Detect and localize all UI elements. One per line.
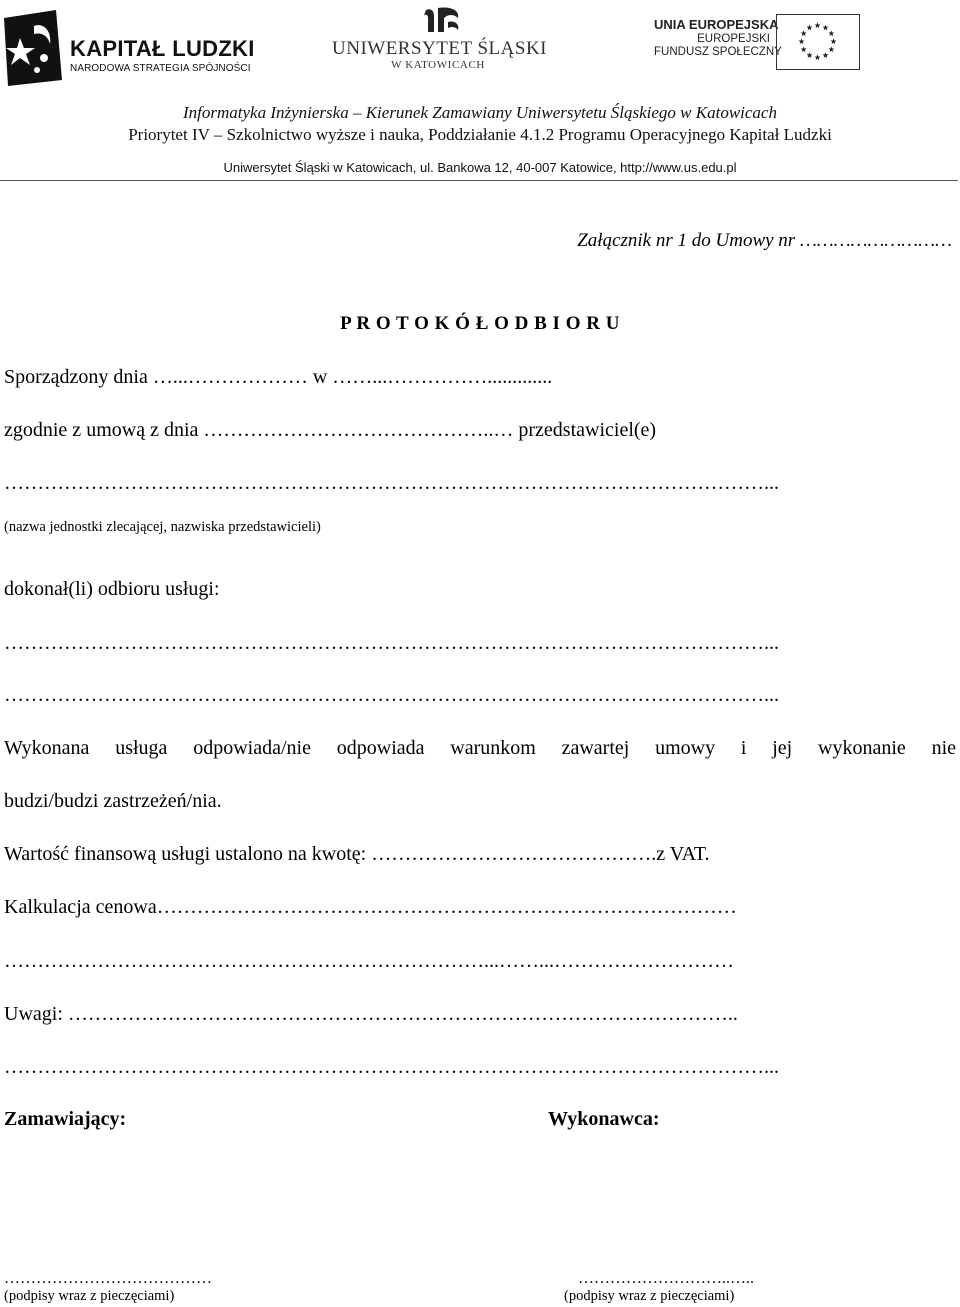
eu-star-icon <box>801 46 807 52</box>
line-wartosc: Wartość finansową usługi ustalono na kwotę: …………………………………….z VAT. <box>4 843 710 865</box>
line-dots-3: ……………………………………………………………………………………………………... <box>4 684 779 706</box>
header-program-line: Informatyka Inżynierska – Kierunek Zamawiany Uniwersytetu Śląskiego w Katowicach <box>183 103 777 122</box>
eu-star-icon <box>822 24 828 30</box>
document-title: P R O T O K Ó Ł O D B I O R U <box>340 313 620 334</box>
line-wykonana-2: budzi/budzi zastrzeżeń/nia. <box>4 790 222 812</box>
header-address-line: Uniwersytet Śląski w Katowicach, ul. Bankowa 12, 40-007 Katowice, http://www.us.edu.pl <box>223 160 737 175</box>
line-sporzadzony: Sporządzony dnia …...……………… w ……...……………............. <box>4 366 553 388</box>
uniwersytet-emblem-icon <box>420 6 464 36</box>
line-dots-2: ……………………………………………………………………………………………………... <box>4 632 779 654</box>
kapital-ludzki-subtitle: NARODOWA STRATEGIA SPÓJNOŚCI <box>70 63 251 74</box>
eu-star-icon <box>830 38 836 44</box>
ue-line2: EUROPEJSKI <box>697 33 770 45</box>
line-dots-4: ………………………………………………………………...……...……………………… <box>4 950 734 972</box>
uniwersytet-subtitle: W KATOWICACH <box>391 59 485 71</box>
eu-star-icon <box>801 30 807 36</box>
attachment-label: Załącznik nr 1 do Umowy nr ……………………… <box>577 230 952 251</box>
note-jednostka: (nazwa jednostki zlecającej, nazwiska przedstawicieli) <box>4 519 321 535</box>
wykonawca-label: Wykonawca: <box>548 1108 660 1130</box>
eu-star-icon <box>806 52 812 58</box>
signature-left-dots: ………………………………… <box>4 1270 212 1287</box>
zamawiajacy-label: Zamawiający: <box>4 1108 127 1130</box>
eu-star-icon <box>806 24 812 30</box>
line-dots-5: ……………………………………………………………………………………………………... <box>4 1056 779 1078</box>
kapital-ludzki-emblem-icon <box>4 10 62 86</box>
signature-right-caption: (podpisy wraz z pieczęciami) <box>564 1288 735 1304</box>
uniwersytet-title: UNIWERSYTET ŚLĄSKI <box>332 38 548 59</box>
kapital-ludzki-title: KAPITAŁ LUDZKI <box>70 36 255 61</box>
line-dokonal: dokonał(li) odbioru usługi: <box>4 578 220 600</box>
line-wykonana-1: Wykonana usługa odpowiada/nie odpowiada warunkom zawartej umowy i jej wykonanie nie <box>4 737 956 759</box>
line-uwagi: Uwagi: ……………………………………………………………………………………….. <box>4 1003 738 1025</box>
header-priority-line: Priorytet IV – Szkolnictwo wyższe i nauka, Poddziałanie 4.1.2 Programu Operacyjnego Kapitał Ludzki <box>128 125 832 144</box>
eu-star-icon <box>822 52 828 58</box>
eu-star-icon <box>814 22 820 28</box>
line-kalkulacja: Kalkulacja cenowa…………………………………………………………………………… <box>4 896 737 918</box>
header-divider <box>0 180 958 181</box>
eu-flag-icon <box>776 14 860 70</box>
signature-left-caption: (podpisy wraz z pieczęciami) <box>4 1288 175 1304</box>
eu-star-icon <box>828 30 834 36</box>
line-zgodnie: zgodnie z umową z dnia ……………………………………..… przedstawiciel(e) <box>4 419 657 441</box>
unia-europejska-text <box>654 16 782 59</box>
unia-europejska-logo <box>654 14 860 72</box>
ue-line1: UNIA EUROPEJSKA <box>654 17 779 32</box>
eu-star-icon <box>814 54 820 60</box>
kapital-ludzki-logo <box>4 6 254 86</box>
eu-star-icon <box>828 46 834 52</box>
ue-line3: FUNDUSZ SPOŁECZNY <box>654 46 782 58</box>
eu-star-icon <box>798 38 804 44</box>
uniwersytet-slaski-logo <box>332 6 548 72</box>
line-dots-1: ……………………………………………………………………………………………………... <box>4 472 779 494</box>
signature-right-dots: ………………………..….. <box>578 1270 754 1287</box>
